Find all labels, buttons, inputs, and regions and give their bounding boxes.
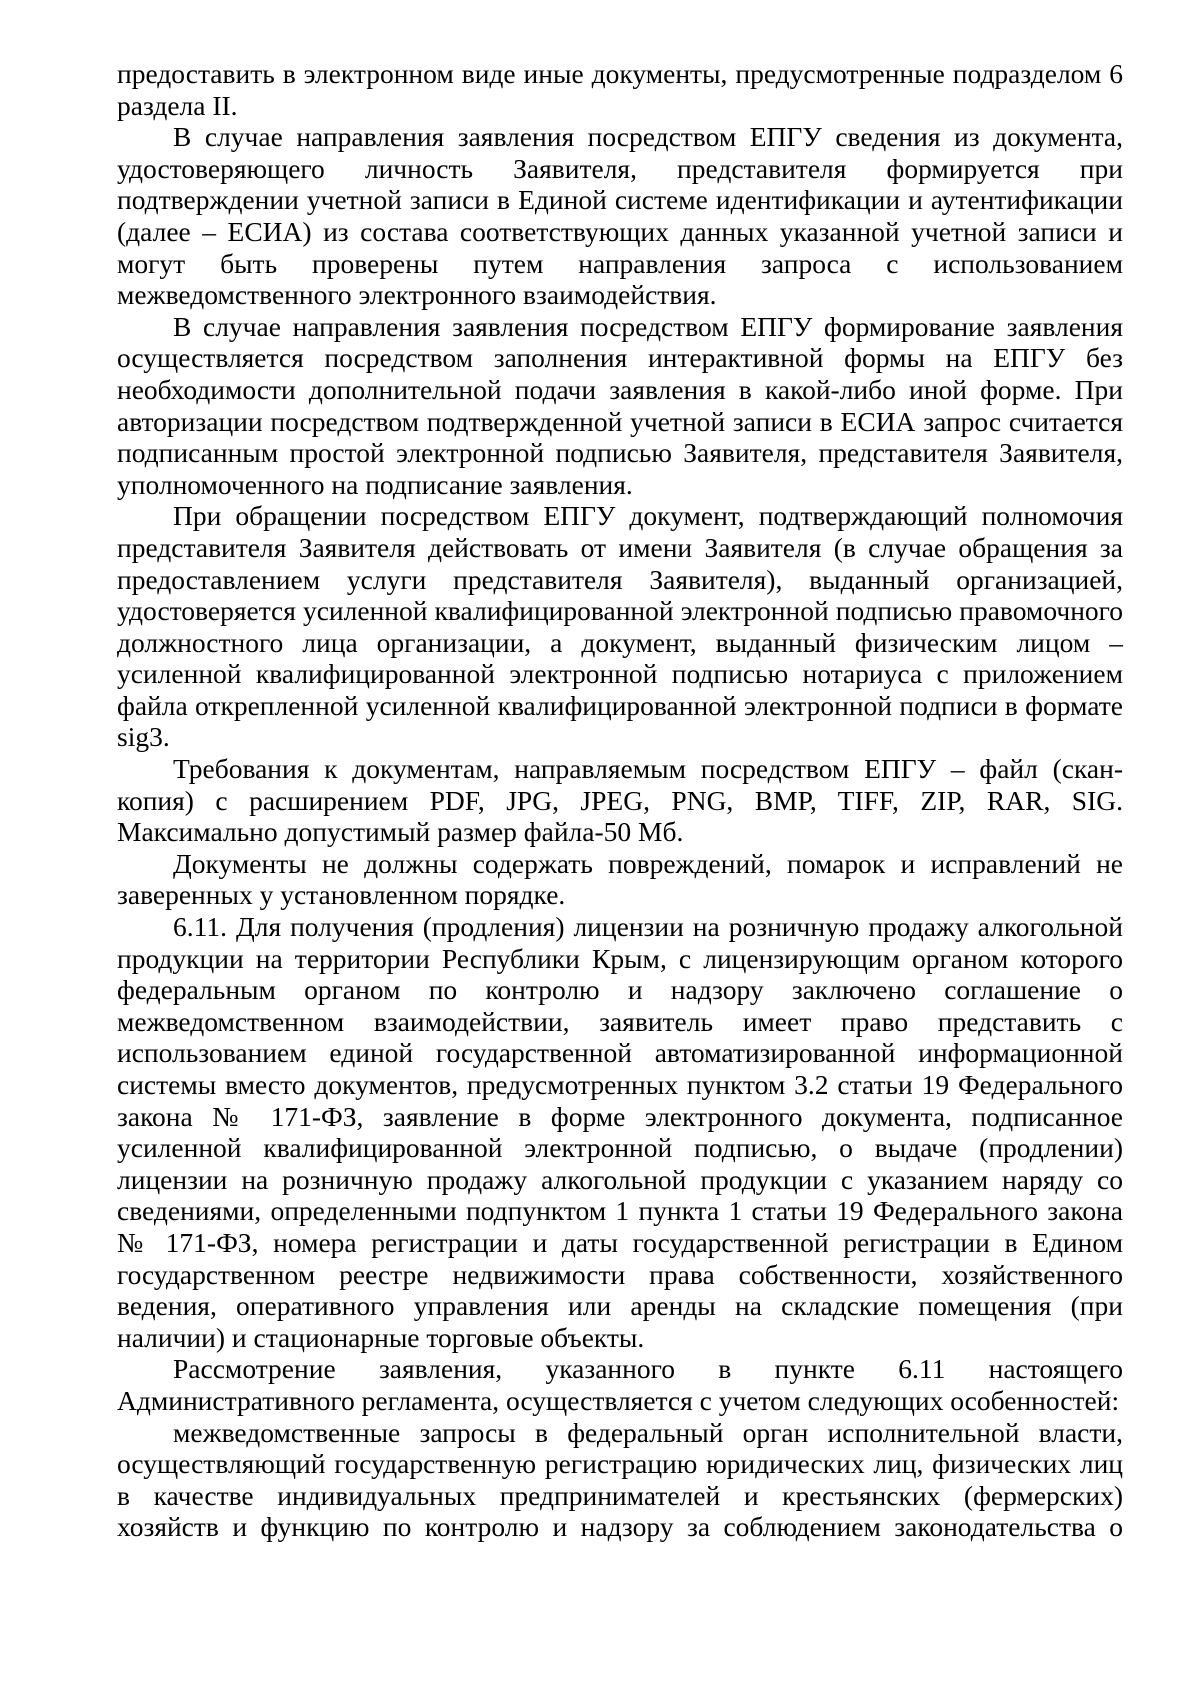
- paragraph-interagency-requests: межведомственные запросы в федеральный орган исполнительной власти, осуществляющий государственную регистрацию юридических лиц, физических лиц в качестве индивидуальных предпринимателей и крестьянских (фермерских) хозяйств и функцию по контролю и надзору за соблюдением законодательства о: [117, 1416, 1123, 1543]
- document-page: [117, 58, 1123, 1543]
- paragraph-review-features: Рассмотрение заявления, указанного в пункте 6.11 настоящего Административного регламента, осуществляется с учетом следующих особенностей:: [117, 1353, 1123, 1416]
- paragraph-continuation: предоставить в электронном виде иные документы, предусмотренные подразделом 6 раздела II.: [117, 58, 1123, 121]
- paragraph-document-integrity: Документы не должны содержать повреждений, помарок и исправлений не заверенных у установленном порядке.: [117, 847, 1123, 911]
- paragraph-file-requirements: Требования к документам, направляемым посредством ЕПГУ – файл (скан-копия) с расширением PDF, JPG, JPEG, PNG, BMP, TIFF, ZIP, RAR, SIG. Максимально допустимый размер файла-50 Мб.: [117, 753, 1123, 848]
- paragraph-esia-identity: В случае направления заявления посредством ЕПГУ сведения из документа, удостоверяющего личность Заявителя, представителя формируется при подтверждении учетной записи в Единой системе идентификации и аутентификации (далее – ЕСИА) из состава соответствующих данных указанной учетной записи и могут быть проверены путем направления запроса с использованием межведомственного электронного взаимодействия.: [117, 121, 1123, 311]
- paragraph-6-11-license: 6.11. Для получения (продления) лицензии на розничную продажу алкогольной продукции на территории Республики Крым, с лицензирующим органом которого федеральным органом по контролю и надзору заключено соглашение о межведомственном взаимодействии, заявитель имеет право представить с использованием единой государственной автоматизированной информационной системы вместо документов, предусмотренных пунктом 3.2 статьи 19 Федерального закона № 171-ФЗ, заявление в форме электронного документа, подписанное усиленной квалифицированной электронной подписью, о выдаче (продлении) лицензии на розничную продажу алкогольной продукции с указанием наряду со сведениями, определенными подпунктом 1 пункта 1 статьи 19 Федерального закона № 171-ФЗ, номера регистрации и даты государственной регистрации в Едином государственном реестре недвижимости права собственности, хозяйственного ведения, оперативного управления или аренды на складские помещения (при наличии) и стационарные торговые объекты.: [117, 911, 1123, 1353]
- paragraph-representative-authority: При обращении посредством ЕПГУ документ, подтверждающий полномочия представителя Заявителя действовать от имени Заявителя (в случае обращения за предоставлением услуги представителя Заявителя), выданный организацией, удостоверяется усиленной квалифицированной электронной подписью правомочного должностного лица организации, а документ, выданный физическим лицом – усиленной квалифицированной электронной подписью нотариуса с приложением файла открепленной усиленной квалифицированной электронной подписи в формате sig3.: [117, 500, 1123, 753]
- paragraph-interactive-form: В случае направления заявления посредством ЕПГУ формирование заявления осуществляется посредством заполнения интерактивной формы на ЕПГУ без необходимости дополнительной подачи заявления в какой-либо иной форме. При авторизации посредством подтвержденной учетной записи в ЕСИА запрос считается подписанным простой электронной подписью Заявителя, представителя Заявителя, уполномоченного на подписание заявления.: [117, 310, 1123, 500]
